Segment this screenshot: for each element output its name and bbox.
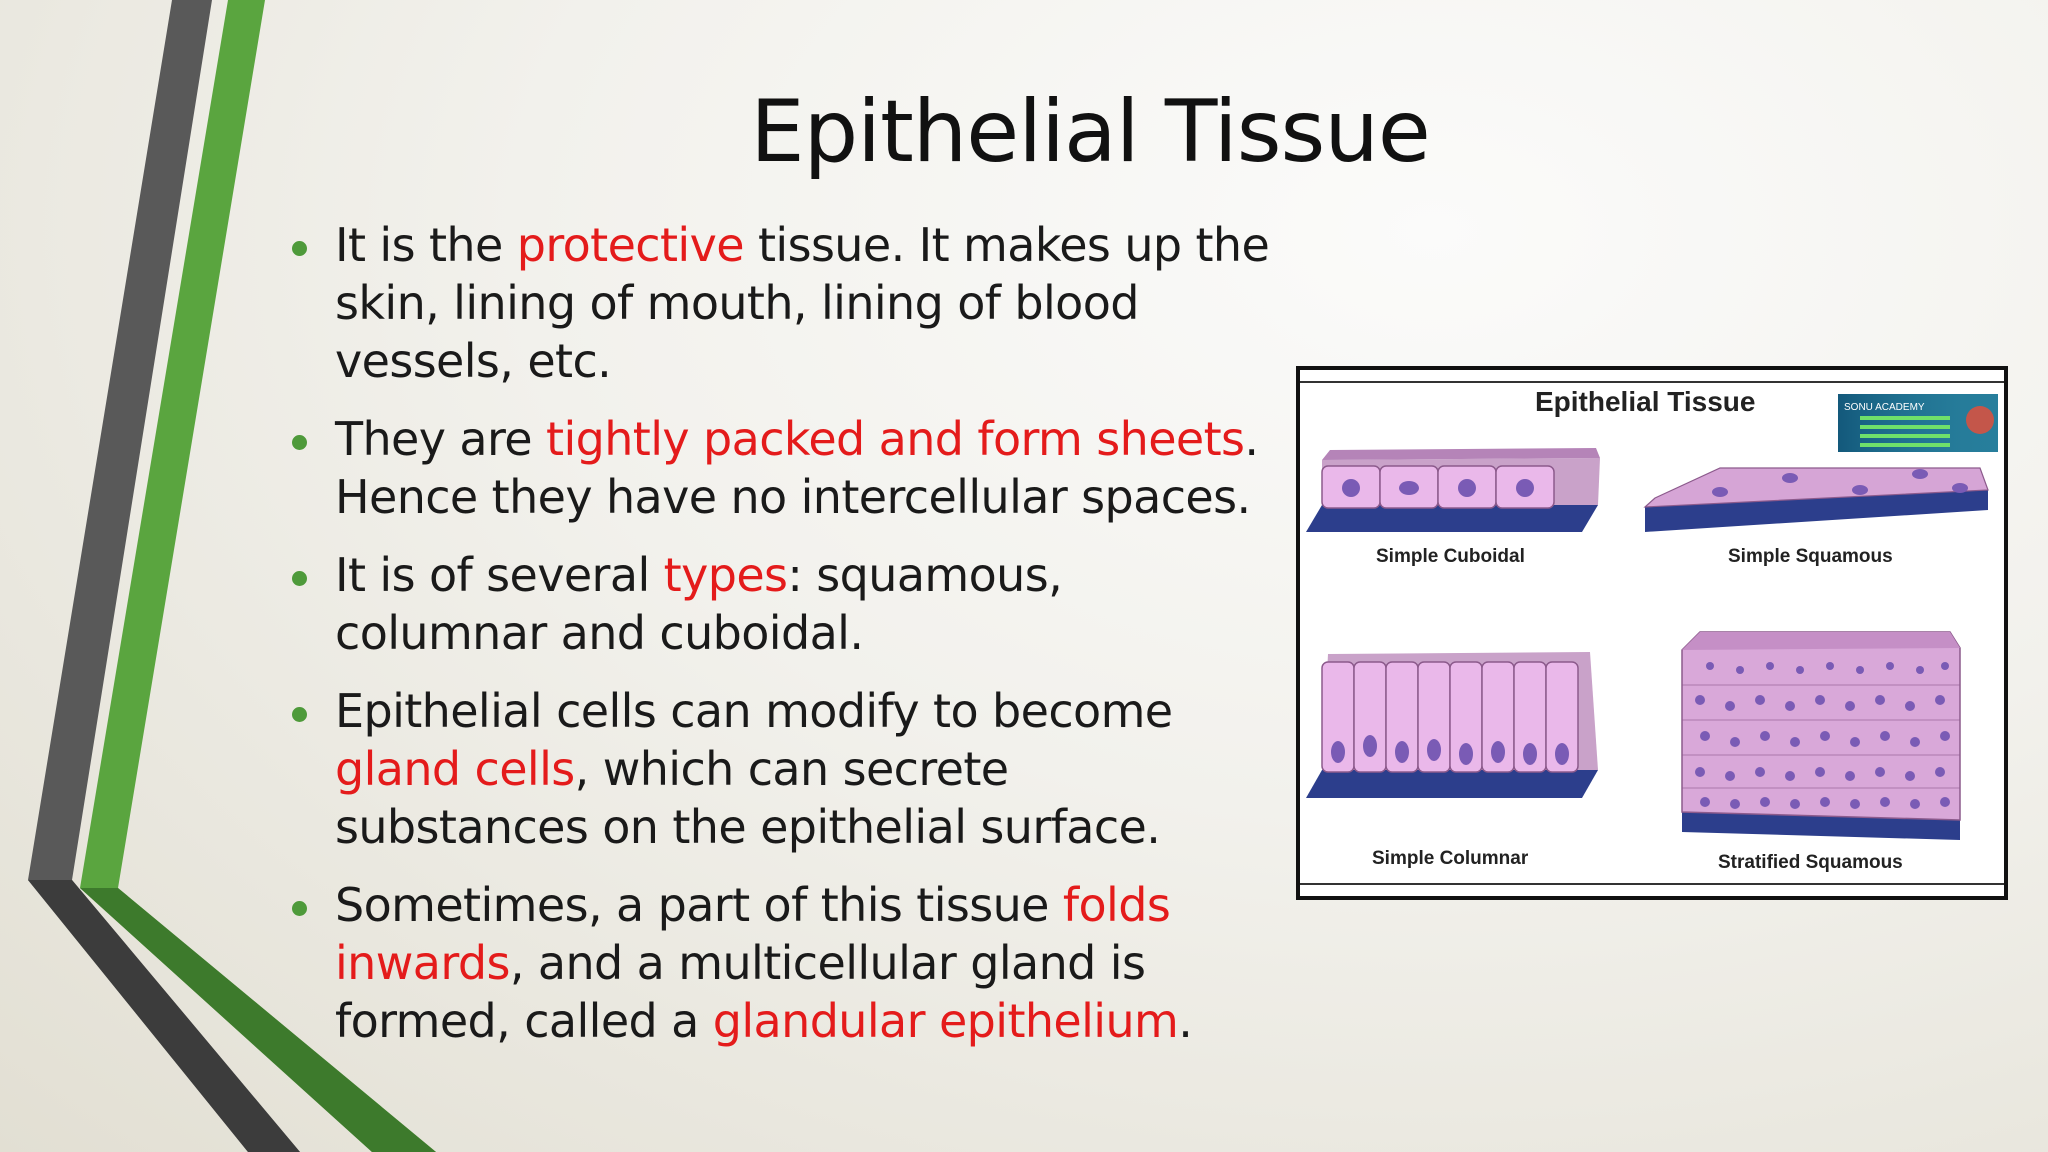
bullet-text: : squamous, columnar and cuboidal. <box>335 548 1063 660</box>
bullet-text: tissue. It makes up the skin, lining of mouth, lining of blood vessels, etc. <box>335 218 1270 388</box>
bullet-item <box>290 876 1270 1050</box>
tissue-illustrations <box>1300 370 2004 896</box>
label-stratified-squamous: Stratified Squamous <box>1718 852 1903 873</box>
slide-title: Epithelial Tissue <box>750 82 1430 182</box>
highlighted-text: folds inwards <box>335 878 1171 990</box>
label-simple-cuboidal: Simple Cuboidal <box>1376 546 1525 567</box>
logo-text: SONU ACADEMY <box>1844 402 1925 413</box>
simple-squamous-drawing <box>1645 468 1988 532</box>
bullet-item <box>290 682 1270 856</box>
academy-logo <box>1838 394 1998 452</box>
bullet-text: It is of several <box>335 548 664 602</box>
highlighted-text: gland cells <box>335 742 575 796</box>
stratified-squamous-drawing <box>1682 632 1960 840</box>
epithelial-tissue-figure <box>1296 366 2008 900</box>
highlighted-text: types <box>663 548 788 602</box>
bullet-item <box>290 216 1270 390</box>
bullet-text: . Hence they have no intercellular spaces. <box>335 412 1259 524</box>
bullet-dot-icon <box>292 435 307 450</box>
bullet-dot-icon <box>292 707 307 722</box>
bullet-list <box>290 216 1270 1070</box>
bullet-item <box>290 410 1270 526</box>
bullet-text: , and a multicellular gland is formed, called a <box>335 936 1146 1048</box>
figure-title: Epithelial Tissue <box>1535 386 1756 417</box>
simple-cuboidal-drawing <box>1306 448 1600 532</box>
bullet-dot-icon <box>292 571 307 586</box>
bullet-text: . <box>1178 994 1193 1048</box>
highlighted-text: glandular epithelium <box>712 994 1179 1048</box>
bullet-text: It is the <box>335 218 517 272</box>
bullet-dot-icon <box>292 241 307 256</box>
simple-columnar-drawing <box>1306 652 1598 798</box>
bullet-text: They are <box>335 412 547 466</box>
bullet-text: Epithelial cells can modify to become <box>335 684 1173 738</box>
label-simple-columnar: Simple Columnar <box>1372 848 1529 869</box>
bullet-text: Sometimes, a part of this tissue <box>335 878 1063 932</box>
label-simple-squamous: Simple Squamous <box>1728 546 1893 567</box>
highlighted-text: tightly packed and form sheets <box>546 412 1245 466</box>
bullet-dot-icon <box>292 901 307 916</box>
bullet-text: , which can secrete substances on the epithelial surface. <box>335 742 1161 854</box>
highlighted-text: protective <box>516 218 744 272</box>
bullet-item <box>290 546 1270 662</box>
